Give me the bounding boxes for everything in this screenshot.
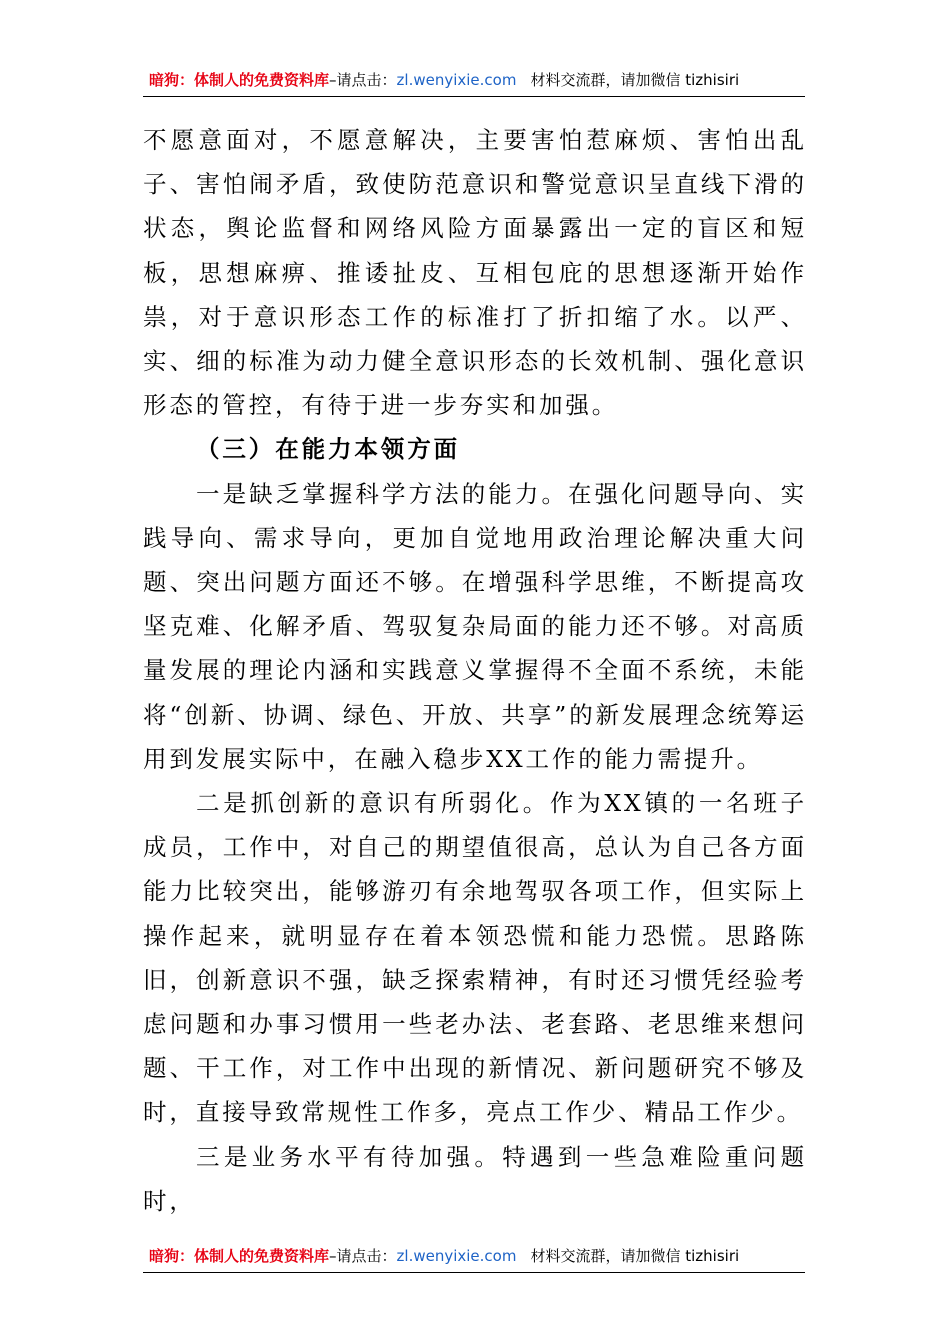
- section-heading: （三）在能力本领方面: [196, 435, 460, 464]
- paragraph-three: 三是业务水平有待加强。特遇到一些急难险重问题时，: [143, 1142, 807, 1215]
- footer-click-prompt: –请点击：: [329, 1247, 397, 1265]
- footer-contact: 材料交流群，请加微信 tizhisiri: [530, 1247, 740, 1265]
- header-click-prompt: –请点击：: [329, 71, 397, 89]
- paragraph-continuation: 不愿意面对，不愿意解决，主要害怕惹麻烦、害怕出乱子、害怕闹矛盾，致使防范意识和警觉意识呈直线下滑的状态，舆论监督和网络风险方面暴露出一定的盲区和短板，思想麻痹、推诿扯皮、互相包庇的思想逐渐开始作祟，对于意识形态工作的标准打了折扣缩了水。以严、实、细的标准为动力健全意识形态的长效机制、强化意识形态的管控，有待于进一步夯实和加强。: [143, 126, 807, 420]
- header-contact: 材料交流群，请加微信 tizhisiri: [530, 71, 740, 89]
- header-brand: 暗狗：体制人的免费资料库: [149, 71, 330, 89]
- document-body: [143, 118, 807, 1223]
- paragraph-two: 二是抓创新的意识有所弱化。作为XX镇的一名班子成员，工作中，对自己的期望值很高，总认为自己各方面能力比较突出，能够游刃有余地驾驭各项工作，但实际上操作起来，就明显存在着本领恐慌和能力恐慌。思路陈旧，创新意识不强，缺乏探索精神，有时还习惯凭经验考虑问题和办事习惯用一些老办法、老套路、老思维来想问题、干工作，对工作中出现的新情况、新问题研究不够及时，直接导致常规性工作多，亮点工作少、精品工作少。: [143, 789, 807, 1127]
- page-header-banner: [143, 64, 805, 97]
- paragraph-one: 一是缺乏掌握科学方法的能力。在强化问题导向、实践导向、需求导向，更加自觉地用政治理论解决重大问题、突出问题方面还不够。在增强科学思维，不断提高攻坚克难、化解矛盾、驾驭复杂局面的能力还不够。对高质量发展的理论内涵和实践意义掌握得不全面不系统，未能将“创新、协调、绿色、开放、共享”的新发展理念统筹运用到发展实际中，在融入稳步XX工作的能力需提升。: [143, 479, 807, 773]
- header-url-link[interactable]: zl.wenyixie.com: [396, 71, 517, 89]
- footer-brand: 暗狗：体制人的免费资料库: [149, 1247, 330, 1265]
- page-footer-banner: [143, 1240, 805, 1273]
- footer-url-link[interactable]: zl.wenyixie.com: [396, 1247, 517, 1265]
